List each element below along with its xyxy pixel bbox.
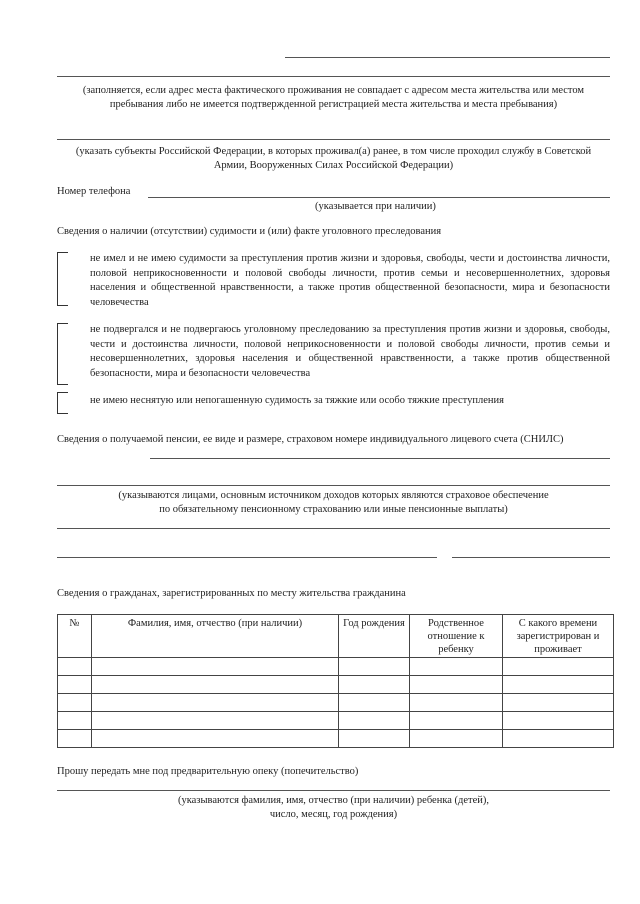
regions-note: (указать субъекты Российской Федерации, в которых проживал(а) ранее, в том числе проходил службу в Советской Армии, Вооруженных Силах Российской Федерации) bbox=[75, 146, 592, 171]
option-no-conviction: не имел и не имею судимости за преступления против жизни и здоровья, свободы, чести и достоинства личности, половой неприкосновенности и половой свободы личности, против семьи и несовершеннолетних, здоровья населения и общественной нравственности, а также против общественной безопасности, мира и безопасности человечества bbox=[90, 253, 610, 308]
option-no-serious-conviction: не имею неснятую или непогашенную судимость за тяжкие или особо тяжкие преступления bbox=[90, 395, 504, 406]
col-relation: Родственное отношение к ребенку bbox=[410, 615, 503, 658]
criminal-heading: Сведения о наличии (отсутствии) судимости и (или) факте уголовного преследования bbox=[57, 226, 442, 237]
guardianship-line[interactable] bbox=[57, 790, 610, 791]
pension-note-1: (указываются лицами, основным источником доходов которых являются страховое обеспечение bbox=[118, 490, 549, 501]
table-row[interactable] bbox=[58, 694, 614, 712]
checkbox-no-serious-conviction[interactable] bbox=[57, 392, 68, 414]
phone-label: Номер телефона bbox=[57, 186, 131, 197]
guardianship-note-2: число, месяц, год рождения) bbox=[269, 809, 398, 820]
phone-input-line[interactable] bbox=[148, 197, 610, 198]
address-line-top[interactable] bbox=[285, 57, 610, 58]
table-row[interactable] bbox=[58, 676, 614, 694]
table-row[interactable] bbox=[58, 658, 614, 676]
table-row[interactable] bbox=[58, 730, 614, 748]
option-no-prosecution: не подвергался и не подвергаюсь уголовному преследованию за преступления против жизни и здоровья, свободы, чести и достоинства личности, половой неприкосновенности и половой свободы личности, против семьи и несовершеннолетних, здоровья населения и общественной нравственности, а также против общественной безопасности, мира и безопасности человечества bbox=[90, 324, 610, 379]
guardianship-note-1: (указываются фамилия, имя, отчество (при наличии) ребенка (детей), bbox=[177, 795, 490, 806]
pension-note-2: по обязательному пенсионному страхованию или иные пенсионные выплаты) bbox=[159, 504, 508, 515]
registered-heading: Сведения о гражданах, зарегистрированных по месту жительства гражданина bbox=[57, 588, 406, 599]
address-line[interactable] bbox=[57, 76, 610, 77]
pension-line-4a[interactable] bbox=[57, 557, 437, 558]
residence-note: (заполняется, если адрес места фактического проживания не совпадает с адресом места жительства или местом пребывания либо не имеется подтвержденной регистрацией места жительства и места пребывания) bbox=[82, 85, 585, 110]
table-header-row bbox=[58, 615, 614, 658]
col-full-name: Фамилия, имя, отчество (при наличии) bbox=[92, 615, 339, 658]
pension-label: Сведения о получаемой пенсии, ее виде и размере, страховом номере индивидуального лицевого счета (СНИЛС) bbox=[57, 434, 564, 445]
col-registered-since: С какого времени зарегистрирован и проживает bbox=[503, 615, 614, 658]
pension-line-4b[interactable] bbox=[452, 557, 610, 558]
table-row[interactable] bbox=[58, 712, 614, 730]
pension-line-2[interactable] bbox=[57, 485, 610, 486]
checkbox-no-conviction[interactable] bbox=[57, 252, 68, 306]
col-number: № bbox=[58, 615, 92, 658]
checkbox-no-prosecution[interactable] bbox=[57, 323, 68, 385]
col-birth-year: Год рождения bbox=[339, 615, 410, 658]
regions-line[interactable] bbox=[57, 139, 610, 140]
pension-line-1[interactable] bbox=[150, 458, 610, 459]
pension-line-3[interactable] bbox=[57, 528, 610, 529]
guardianship-label: Прошу передать мне под предварительную опеку (попечительство) bbox=[57, 766, 359, 777]
phone-note: (указывается при наличии) bbox=[315, 201, 436, 212]
registered-table bbox=[57, 614, 614, 748]
